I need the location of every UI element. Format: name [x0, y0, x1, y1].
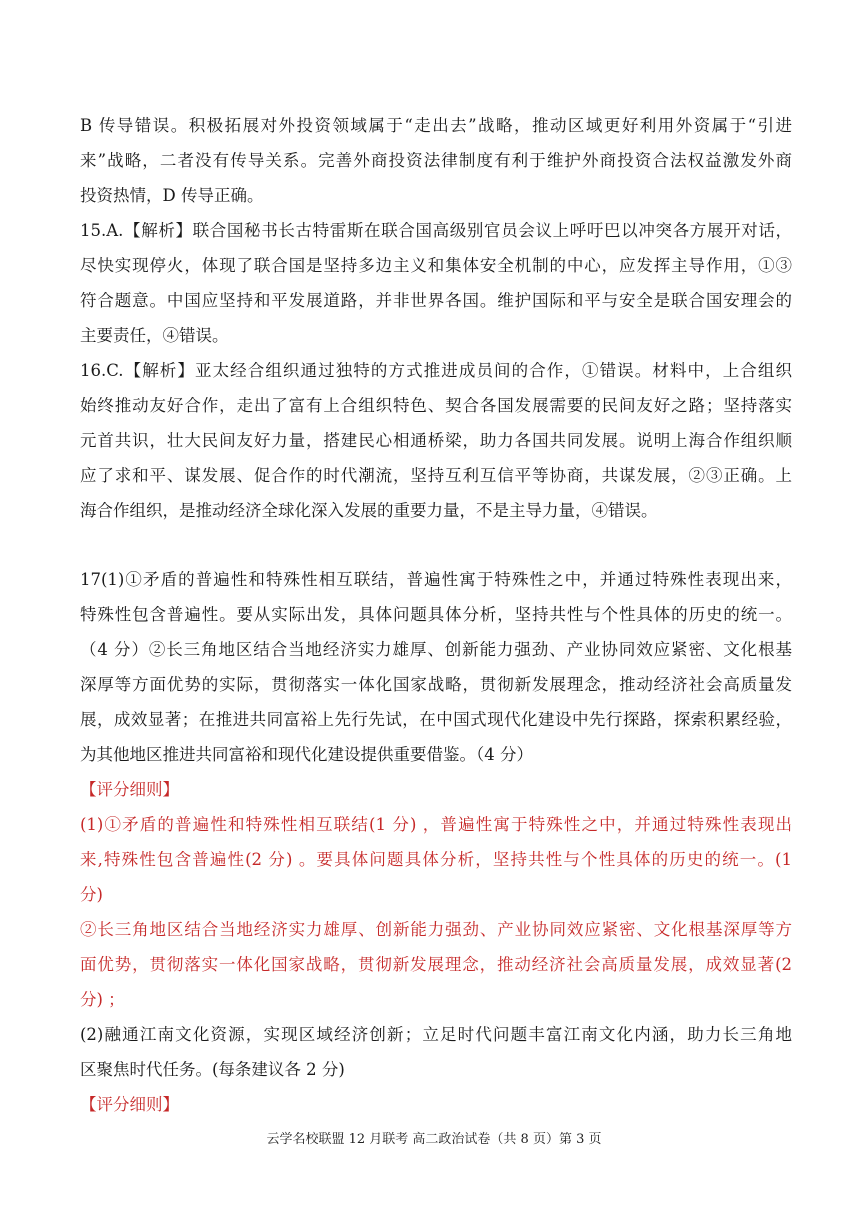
text-line: (2)融通江南文化资源，实现区域经济创新；立足时代问题丰富江南文化内涵，助力长三角地	[80, 1025, 792, 1044]
text-line: 区聚焦时代任务。(每条建议各 2 分)	[80, 1060, 345, 1079]
text-line: B 传导错误。积极拓展对外投资领域属于“走出去”战略，推动区域更好利用外资属于“引进	[80, 116, 792, 135]
text-line: 15.A.【解析】联合国秘书长古特雷斯在联合国高级别官员会议上呼吁巴以冲突各方展开对话，	[80, 221, 792, 240]
text-line: 元首共识，壮大民间友好力量，搭建民心相通桥梁，助力各国共同发展。说明上海合作组织顺	[80, 431, 792, 450]
rubric-1-details	[80, 807, 792, 1017]
text-line: 主要责任，④错误。	[80, 326, 229, 345]
text-line: 面优势，贯彻落实一体化国家战略，贯彻新发展理念，推动经济社会高质量发展，成效显著(2	[80, 955, 792, 974]
text-line: ②长三角地区结合当地经济实力雄厚、创新能力强劲、产业协同效应紧密、文化根基深厚等方	[80, 920, 792, 939]
text-line: (1)①矛盾的普遍性和特殊性相互联结(1 分) ，普遍性寓于特殊性之中，并通过特殊性表现出	[80, 815, 792, 834]
text-line: 尽快实现停火，体现了联合国是坚持多边主义和集体安全机制的中心，应发挥主导作用，①③	[80, 256, 792, 275]
text-line: 投资热情，D 传导正确。	[80, 186, 264, 205]
text-line: 海合作组织，是推动经济全球化深入发展的重要力量，不是主导力量，④错误。	[80, 501, 658, 520]
answer-16	[80, 353, 792, 528]
section-gap	[80, 528, 792, 562]
text-line: 特殊性包含普遍性。要从实际出发，具体问题具体分析，坚持共性与个性具体的历史的统一。	[80, 605, 792, 624]
page-footer: 云学名校联盟 12 月联考 高二政治试卷（共 8 页）第 3 页	[266, 1132, 602, 1147]
text-line: 分)	[80, 885, 103, 904]
text-line: 为其他地区推进共同富裕和现代化建设提供重要借鉴。（4 分）	[80, 745, 533, 764]
answer-17-part-1	[80, 562, 792, 772]
text-line: 始终推动友好合作，走出了富有上合组织特色、契合各国发展需要的民间友好之路；坚持落实	[80, 396, 792, 415]
answer-17-part-2	[80, 1017, 792, 1087]
answer-15	[80, 213, 792, 353]
paragraph-transmission-analysis	[80, 108, 792, 213]
text-line: 应了求和平、谋发展、促合作的时代潮流，坚持互利互信平等协商，共谋发展，②③正确。上	[80, 466, 792, 485]
text-line: 来”战略，二者没有传导关系。完善外商投资法律制度有利于维护外商投资合法权益激发外商	[80, 151, 792, 170]
rubric-heading: 【评分细则】	[80, 780, 179, 799]
text-line: 17(1)①矛盾的普遍性和特殊性相互联结，普遍性寓于特殊性之中，并通过特殊性表现出来，	[80, 570, 792, 589]
text-line: 16.C.【解析】亚太经合组织通过独特的方式推进成员间的合作，①错误。材料中，上合组织	[80, 361, 792, 380]
text-line: 展，成效显著；在推进共同富裕上先行先试，在中国式现代化建设中先行探路，探索积累经验，	[80, 710, 792, 729]
text-line: （4 分）②长三角地区结合当地经济实力雄厚、创新能力强劲、产业协同效应紧密、文化根基	[80, 640, 792, 659]
text-line: 来,特殊性包含普遍性(2 分) 。要具体问题具体分析，坚持共性与个性具体的历史的统一。(1	[80, 850, 792, 869]
text-line: 深厚等方面优势的实际，贯彻落实一体化国家战略，贯彻新发展理念，推动经济社会高质量发	[80, 675, 792, 694]
rubric-heading: 【评分细则】	[80, 1095, 179, 1114]
answer-content	[80, 108, 792, 1122]
text-line: 符合题意。中国应坚持和平发展道路，并非世界各国。维护国际和平与安全是联合国安理会的	[80, 291, 792, 310]
text-line: 分) ；	[80, 990, 125, 1009]
